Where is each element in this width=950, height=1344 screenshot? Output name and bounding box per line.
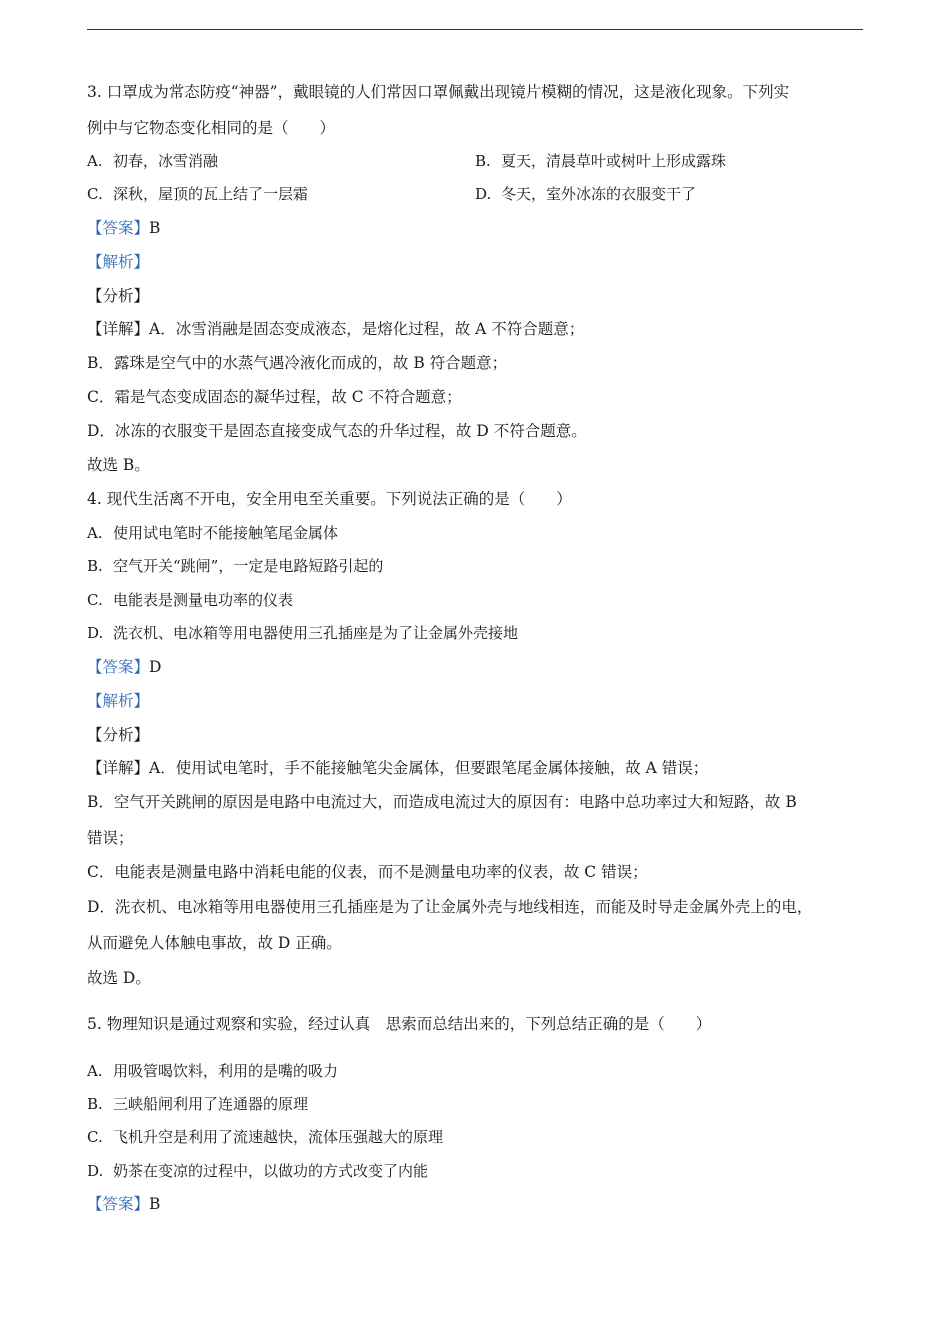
option-text: 奶茶在变凉的过程中，以做功的方式改变了内能 bbox=[113, 1162, 429, 1180]
option-text: 夏天，清晨草叶或树叶上形成露珠 bbox=[501, 152, 727, 170]
q4-jiexi-tag: 【解析】 bbox=[87, 692, 150, 710]
q4-option-a[interactable] bbox=[87, 523, 338, 543]
detail-text: A．使用试电笔时，手不能接触笔尖金属体，但要跟笔尾金属体接触，故 A 错误； bbox=[149, 759, 709, 777]
option-label: D. bbox=[87, 624, 104, 642]
option-text: 电能表是测量电功率的仪表 bbox=[113, 591, 294, 609]
option-text: 初春，冰雪消融 bbox=[113, 152, 219, 170]
q3-option-d[interactable] bbox=[475, 184, 696, 204]
option-text: 空气开关“跳闸”，一定是电路短路引起的 bbox=[113, 557, 384, 575]
option-text: 深秋，屋顶的瓦上结了一层霜 bbox=[113, 185, 309, 203]
q5-option-d[interactable] bbox=[87, 1161, 428, 1181]
q4-option-c[interactable] bbox=[87, 590, 293, 610]
detail-text: A．冰雪消融是固态变成液态，是熔化过程，故 A 不符合题意； bbox=[149, 320, 585, 338]
q3-option-a[interactable] bbox=[87, 151, 218, 171]
option-text: 三峡船闸利用了连通器的原理 bbox=[113, 1095, 309, 1113]
answer-tag: 【答案】 bbox=[87, 219, 150, 237]
option-text: 飞机升空是利用了流速越快，流体压强越大的原理 bbox=[113, 1128, 444, 1146]
q3-detail-b: B．露珠是空气中的水蒸气遇冷液化而成的，故 B 符合题意； bbox=[87, 354, 508, 372]
option-label: B. bbox=[475, 152, 491, 170]
option-label: B. bbox=[87, 1095, 103, 1113]
answer-value: D bbox=[149, 658, 162, 676]
q4-detail-b-line2: 错误； bbox=[87, 829, 134, 847]
q3-detail-a bbox=[87, 319, 584, 339]
q4-option-d[interactable] bbox=[87, 623, 518, 643]
option-text: 用吸管喝饮料，利用的是嘴的吸力 bbox=[113, 1062, 339, 1080]
option-label: D. bbox=[475, 185, 492, 203]
option-label: D. bbox=[87, 1162, 104, 1180]
q4-detail-d-line2: 从而避免人体触电事故，故 D 正确。 bbox=[87, 934, 342, 952]
q3-jiexi-tag: 【解析】 bbox=[87, 253, 150, 271]
q3-detail-d: D．冰冻的衣服变干是固态直接变成气态的升华过程，故 D 不符合题意。 bbox=[87, 422, 587, 440]
option-label: C. bbox=[87, 1128, 103, 1146]
option-text: 冬天，室外冰冻的衣服变干了 bbox=[501, 185, 697, 203]
q4-conclusion: 故选 D。 bbox=[87, 969, 151, 987]
q4-fenxi-tag: 【分析】 bbox=[87, 726, 150, 744]
q5-stem: 5. 物理知识是通过观察和实验，经过认真 思索而总结出来的，下列总结正确的是（ ） bbox=[87, 1015, 712, 1033]
option-label: C. bbox=[87, 185, 103, 203]
q3-option-c[interactable] bbox=[87, 184, 308, 204]
option-text: 洗衣机、电冰箱等用电器使用三孔插座是为了让金属外壳接地 bbox=[113, 624, 519, 642]
q5-answer bbox=[87, 1194, 160, 1214]
option-label: A. bbox=[87, 524, 103, 542]
q5-option-a[interactable] bbox=[87, 1061, 338, 1081]
detail-tag: 【详解】 bbox=[87, 320, 150, 338]
option-label: A. bbox=[87, 152, 103, 170]
option-label: C. bbox=[87, 591, 103, 609]
answer-value: B bbox=[149, 219, 161, 237]
q3-answer bbox=[87, 218, 160, 238]
q4-detail-d-line1: D．洗衣机、电冰箱等用电器使用三孔插座是为了让金属外壳与地线相连，而能及时导走金属外壳上的电， bbox=[87, 898, 813, 916]
q4-detail-c: C．电能表是测量电路中消耗电能的仪表，而不是测量电功率的仪表，故 C 错误； bbox=[87, 863, 648, 881]
option-label: B. bbox=[87, 557, 103, 575]
q3-stem-line1: 3. 口罩成为常态防疫“神器”，戴眼镜的人们常因口罩佩戴出现镜片模糊的情况，这是液化现象。下列实 bbox=[87, 83, 790, 101]
q4-detail-a bbox=[87, 758, 708, 778]
detail-tag: 【详解】 bbox=[87, 759, 150, 777]
q5-option-c[interactable] bbox=[87, 1127, 443, 1147]
header-rule bbox=[87, 29, 863, 30]
q3-conclusion: 故选 B。 bbox=[87, 456, 150, 474]
answer-tag: 【答案】 bbox=[87, 1195, 150, 1213]
q4-option-b[interactable] bbox=[87, 556, 383, 576]
q3-fenxi-tag: 【分析】 bbox=[87, 287, 150, 305]
option-label: A. bbox=[87, 1062, 103, 1080]
answer-tag: 【答案】 bbox=[87, 658, 150, 676]
q3-stem-line2: 例中与它物态变化相同的是（ ） bbox=[87, 119, 336, 137]
option-text: 使用试电笔时不能接触笔尾金属体 bbox=[113, 524, 339, 542]
q4-detail-b-line1: B．空气开关跳闸的原因是电路中电流过大，而造成电流过大的原因有：电路中总功率过大和短路，故 B bbox=[87, 793, 797, 811]
answer-value: B bbox=[149, 1195, 161, 1213]
q4-stem: 4. 现代生活离不开电，安全用电至关重要。下列说法正确的是（ ） bbox=[87, 490, 572, 508]
q4-answer bbox=[87, 657, 161, 677]
q3-option-b[interactable] bbox=[475, 151, 726, 171]
q3-detail-c: C．霜是气态变成固态的凝华过程，故 C 不符合题意； bbox=[87, 388, 462, 406]
q5-option-b[interactable] bbox=[87, 1094, 308, 1114]
